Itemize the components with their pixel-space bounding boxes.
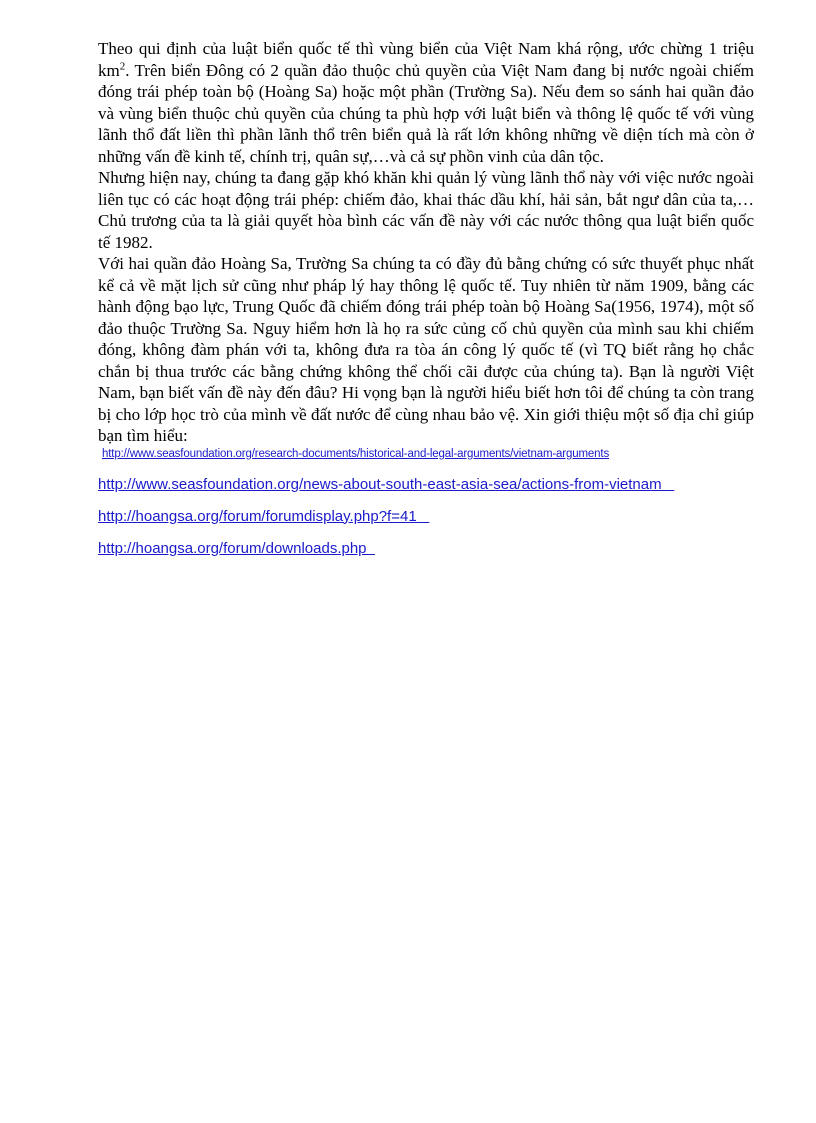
link-hoangsa-forum-text: http://hoangsa.org/forum/forumdisplay.php?f=41 <box>98 507 417 525</box>
link-hoangsa-downloads-text: http://hoangsa.org/forum/downloads.php <box>98 539 367 557</box>
superscript-exponent: 2 <box>119 59 126 72</box>
paragraph-intro <box>98 38 754 167</box>
link-seas-actions-from-vietnam[interactable] <box>98 476 754 493</box>
link-seas-actions-text: http://www.seasfoundation.org/news-about-south-east-asia-sea/actions-from-vietnam <box>98 475 662 493</box>
paragraph-current-situation: Nhưng hiện nay, chúng ta đang gặp khó khăn khi quản lý vùng lãnh thổ này với việc nước ngoài liên tục có các hoạt động trái phép: chiếm đảo, khai thác dầu khí, hải sản, bắt ngư dân của ta,… Chủ trương của ta là giải quyết hòa bình các vấn đề này với các nước thông qua luật biển quốc tế 1982. <box>98 168 754 252</box>
document-body <box>98 38 754 557</box>
paragraph-intro-text: Theo qui định của luật biển quốc tế thì vùng biển của Việt Nam khá rộng, ước chừng 1 triệu km <box>98 39 754 80</box>
link-seas-vietnam-arguments[interactable]: http://www.seasfoundation.org/research-documents/historical-and-legal-arguments/vietnam-arguments <box>102 447 610 460</box>
paragraph-evidence: Với hai quần đảo Hoàng Sa, Trường Sa chúng ta có đầy đủ bằng chứng có sức thuyết phục nhất kể cả về mặt lịch sử cũng như pháp lý hay thông lệ quốc tế. Tuy nhiên từ năm 1909, bằng các hành động bạo lực, Trung Quốc đã chiếm đóng trái phép toàn bộ Hoàng Sa(1956, 1974), một số đảo thuộc Trường Sa. Nguy hiểm hơn là họ ra sức củng cố chủ quyền của mình sau khi chiếm đóng, không đàm phán với ta, không đưa ra tòa án công lý quốc tế (vì TQ biết rằng họ chắc chắn bị thua trước các bằng chứng không thể chối cãi được của chúng ta). Bạn là người Việt Nam, bạn biết vấn đề này đến đâu? Hi vọng bạn là người hiểu biết hơn tôi để chúng ta còn trang bị cho lớp học trò của mình về đất nước để cùng nhau bảo vệ. Xin giới thiệu một số địa chỉ giúp bạn tìm hiểu: <box>98 254 754 445</box>
link-hoangsa-forum[interactable] <box>98 508 754 525</box>
paragraph-intro-text-cont: . Trên biển Đông có 2 quần đảo thuộc chủ quyền của Việt Nam đang bị nước ngoài chiếm đóng trái phép toàn bộ (Hoàng Sa) hoặc một phần (Trường Sa). Nếu đem so sánh hai quần đảo và vùng biển thuộc chủ quyền của chúng ta phù hợp với luật biển và thông lệ quốc tế với vùng lãnh thổ đất liền thì phần lãnh thổ trên biển quả là rất lớn không những về diện tích mà còn ở những vấn đề kinh tế, chính trị, quân sự,…và cả sự phồn vinh của dân tộc. <box>98 60 754 166</box>
link-hoangsa-downloads[interactable] <box>98 540 754 557</box>
